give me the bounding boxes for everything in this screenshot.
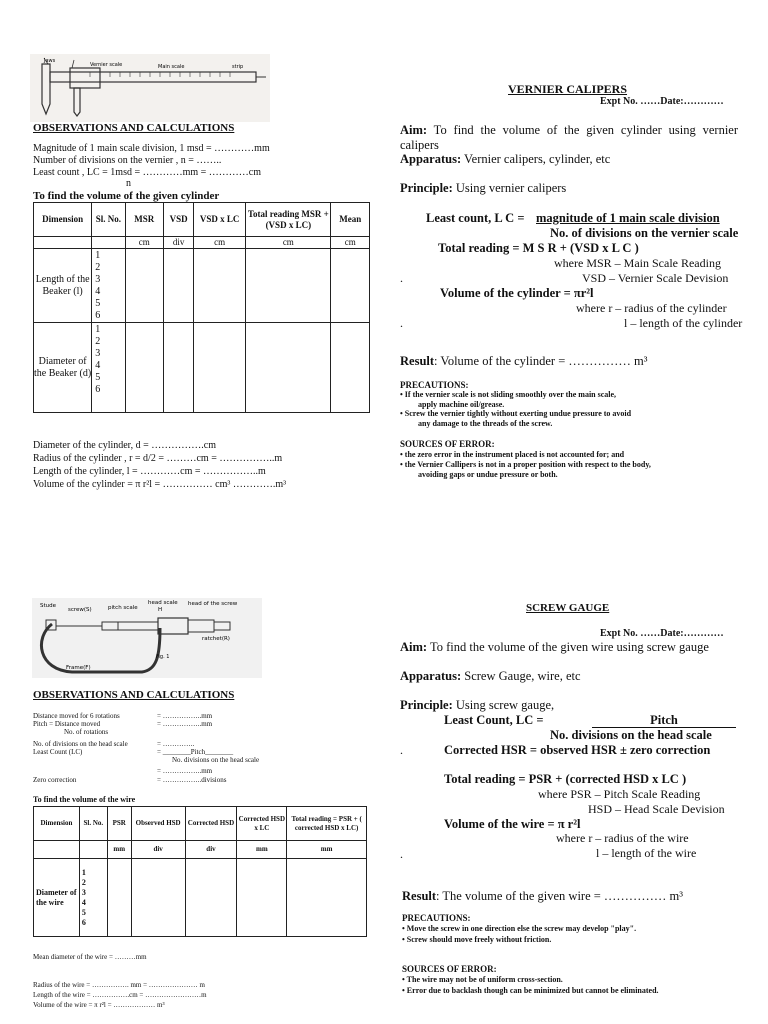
fig-label-frame: Frame(F) xyxy=(66,665,91,671)
fig-caption: Fig. 1 xyxy=(156,654,170,660)
sl-num: 2 xyxy=(95,261,101,273)
screw-obs-left-5: Least Count (LC) xyxy=(33,748,83,756)
vernier-lc-denominator: No. of divisions on the vernier scale xyxy=(550,226,739,240)
vernier-calc-3: Length of the cylinder, l = …………cm = ……………..m xyxy=(33,466,266,477)
screw-l-def: l – length of the wire xyxy=(596,846,697,860)
th-total-reading: Total reading = PSR + ( corrected HSD x LC) xyxy=(287,807,367,841)
screw-expt-date: Expt No. ……Date:………… xyxy=(600,628,724,639)
vernier-obs-line-2: Number of divisions on the vernier , n = …….. xyxy=(33,155,222,166)
th-total-reading: Total reading MSR + (VSD x LC) xyxy=(246,203,331,237)
sl-num: 2 xyxy=(81,877,86,887)
screw-obs-right-6: No. divisions on the head scale xyxy=(172,756,260,764)
table-cell xyxy=(287,859,367,937)
vernier-aim xyxy=(400,123,738,153)
vernier-source-2: • the Vernier Callipers is not in a proper position with respect to the body, xyxy=(400,460,651,469)
th-sl-no: Sl. No. xyxy=(79,807,107,841)
screw-where-psr: where PSR – Pitch Scale Reading xyxy=(538,787,701,801)
fig-label-jaws: Jaws xyxy=(44,58,56,64)
th-dimension: Dimension xyxy=(34,807,80,841)
unit-vsd-x-lc: cm xyxy=(194,237,246,249)
vernier-table-header-row xyxy=(34,203,370,237)
screw-gauge-figure xyxy=(32,598,262,678)
screw-volume-formula: Volume of the wire = π r²l xyxy=(444,817,581,831)
unit-total-reading: mm xyxy=(287,841,367,859)
screw-sources-title: SOURCES OF ERROR: xyxy=(402,964,497,974)
vernier-obs-line-4: n xyxy=(126,178,131,189)
vernier-precaution-1b: apply machine oil/grease. xyxy=(418,400,505,409)
screw-obs-left-3: No. of rotations xyxy=(64,728,109,736)
screw-lc-denominator: No. divisions on the head scale xyxy=(550,728,712,742)
row-label-diameter-wire: Diameter of the wire xyxy=(34,859,80,937)
vernier-volume-formula: Volume of the cylinder = πr²l xyxy=(440,286,594,300)
sl-num: 6 xyxy=(81,917,86,927)
table-cell xyxy=(164,249,194,323)
fig-label-pitch-scale: pitch scale xyxy=(108,605,138,611)
sl-num: 5 xyxy=(81,907,86,917)
sl-num: 1 xyxy=(81,867,86,877)
table-cell xyxy=(107,859,131,937)
sl-num: 3 xyxy=(95,273,101,285)
table-row xyxy=(34,249,370,323)
unit-psr: mm xyxy=(107,841,131,859)
vernier-caliper-figure xyxy=(30,54,270,122)
table-cell xyxy=(246,249,331,323)
th-vsd: VSD xyxy=(164,203,194,237)
fig-label-head-scale: head scale xyxy=(148,600,178,606)
fig-label-main-scale: Main scale xyxy=(158,64,185,70)
unit-observed-hsd: div xyxy=(131,841,185,859)
vernier-dot1: . xyxy=(400,271,403,285)
fig-label-screw: screw(S) xyxy=(68,607,92,613)
screw-principle-text: Using screw gauge, xyxy=(452,698,555,712)
vernier-apparatus-text: Vernier calipers, cylinder, etc xyxy=(461,152,611,166)
table-cell xyxy=(131,859,185,937)
screw-apparatus-text: Screw Gauge, wire, etc xyxy=(461,669,581,683)
screw-title: SCREW GAUGE xyxy=(526,602,610,614)
screw-table-units-row xyxy=(34,841,367,859)
vernier-title: VERNIER CALIPERS xyxy=(508,82,628,96)
screw-obs-title: OBSERVATIONS AND CALCULATIONS xyxy=(33,689,235,701)
unit-corrected-hsd-x-lc: mm xyxy=(237,841,287,859)
screw-precautions-title: PRECAUTIONS: xyxy=(402,913,471,923)
screw-source-2: • Error due to backlash though can be minimized but cannot be eliminated. xyxy=(402,986,659,995)
table-cell xyxy=(185,859,237,937)
vernier-obs-line-3: Least count , LC = 1msd = …………mm = …………cm xyxy=(33,167,262,178)
unit-vsd: div xyxy=(164,237,194,249)
vernier-l-def: l – length of the cylinder xyxy=(624,316,743,330)
screw-obs-left-4: No. of divisions on the head scale xyxy=(33,740,128,748)
table-row xyxy=(34,859,367,937)
screw-obs-left-8: Zero correction xyxy=(33,776,77,784)
screw-result-label: Result xyxy=(402,889,437,903)
screw-apparatus xyxy=(400,669,581,684)
table-row xyxy=(34,323,370,413)
row-label-diameter: Diameter of the Beaker (d) xyxy=(34,323,92,413)
sl-num: 2 xyxy=(95,336,101,347)
vernier-result-label: Result xyxy=(400,354,435,368)
unit-corrected-hsd: div xyxy=(185,841,237,859)
th-dimension: Dimension xyxy=(34,203,92,237)
vernier-calc-2: Radius of the cylinder , r = d/2 = ………cm = ……………..m xyxy=(33,453,283,464)
screw-observation-table xyxy=(33,806,367,937)
screw-obs-right-2: = ……………..mm xyxy=(157,720,213,728)
screw-aim-label: Aim: xyxy=(400,640,428,654)
fig-label-ratchet: ratchet(R) xyxy=(202,636,230,642)
screw-dot1: . xyxy=(400,743,403,757)
screw-total-reading: Total reading = PSR + (corrected HSD x LC ) xyxy=(444,772,687,786)
vernier-precaution-2b: any damage to the threads of the screw. xyxy=(418,419,553,428)
vernier-principle-label: Principle: xyxy=(400,181,453,195)
screw-aim-text: To find the volume of the given wire using screw gauge xyxy=(427,640,709,654)
vernier-dot2: . xyxy=(400,316,403,330)
sl-num: 1 xyxy=(95,249,101,261)
sl-num: 3 xyxy=(81,887,86,897)
sl-num: 4 xyxy=(81,897,86,907)
vernier-aim-label: Aim: xyxy=(400,123,428,137)
table-cell xyxy=(246,323,331,413)
table-cell xyxy=(194,249,246,323)
screw-principle xyxy=(400,698,554,713)
table-cell xyxy=(331,249,370,323)
sl-num: 5 xyxy=(95,297,101,309)
screw-obs-left-2: Pitch = Distance moved xyxy=(33,720,101,728)
screw-lc-left: Least Count, LC = xyxy=(444,713,544,727)
vernier-obs-line-1: Magnitude of 1 main scale division, 1 msd = …………mm xyxy=(33,143,270,154)
unit-dimension xyxy=(34,841,80,859)
vernier-precaution-1: • If the vernier scale is not sliding smoothly over the main scale, xyxy=(400,390,617,399)
vernier-result-text: : Volume of the cylinder = …………… m³ xyxy=(434,354,648,368)
screw-obs-right-8: = ……………..divisions xyxy=(157,776,227,784)
vernier-observation-table xyxy=(33,202,370,413)
unit-mean: cm xyxy=(331,237,370,249)
table-cell xyxy=(164,323,194,413)
screw-where-r: where r – radius of the wire xyxy=(556,831,689,845)
vernier-source-2b: avoiding gaps or undue pressure or both. xyxy=(418,470,558,479)
screw-precaution-2: • Screw should move freely without friction. xyxy=(402,935,552,944)
unit-sl-no xyxy=(92,237,125,249)
table-cell xyxy=(331,323,370,413)
unit-sl-no xyxy=(79,841,107,859)
sl-num: 4 xyxy=(95,285,101,297)
screw-obs-left-1: Distance moved for 6 rotations xyxy=(33,712,120,720)
screw-obs-right-5: = ________Pitch________ xyxy=(157,748,234,756)
screw-precaution-1: • Move the screw in one direction else the screw may develop "play". xyxy=(402,924,637,933)
screw-obs-right-7: = ……………..mm xyxy=(157,767,213,775)
vernier-apparatus xyxy=(400,152,610,167)
screw-table-title: To find the volume of the wire xyxy=(33,795,136,804)
vernier-calc-1: Diameter of the cylinder, d = …………….cm xyxy=(33,440,216,451)
sl-num: 6 xyxy=(95,309,101,321)
vernier-principle xyxy=(400,181,566,196)
fig-label-h: H xyxy=(158,607,163,613)
vernier-precautions-title: PRECAUTIONS: xyxy=(400,380,469,390)
vernier-sources-title: SOURCES OF ERROR: xyxy=(400,439,495,449)
row-sl-numbers xyxy=(79,859,107,937)
th-vsd-x-lc: VSD x LC xyxy=(194,203,246,237)
vernier-where-msr: where MSR – Main Scale Reading xyxy=(554,256,721,270)
fig-label-vernier-scale: Vernier scale xyxy=(90,62,123,68)
vernier-table-units-row xyxy=(34,237,370,249)
screw-calc-3: Length of the wire = …………….cm = ……………………m xyxy=(33,991,207,999)
unit-msr: cm xyxy=(125,237,163,249)
screw-principle-label: Principle: xyxy=(400,698,453,712)
screw-table-header-row xyxy=(34,807,367,841)
vernier-calc-4: Volume of the cylinder = π r²l = …………… cm³ ………….m³ xyxy=(33,479,287,490)
screw-calc-1: Mean diameter of the wire = ………mm xyxy=(33,953,147,961)
screw-calc-2: Radius of the wire = ……………. mm = ………………… m xyxy=(33,981,205,989)
screw-aim xyxy=(400,640,709,655)
vernier-principle-text: Using vernier calipers xyxy=(452,181,567,195)
fig-label-strip: strip xyxy=(232,64,244,70)
vernier-lc-left: Least count, L C = xyxy=(426,211,525,225)
screw-obs-right-1: = ……………..mm xyxy=(157,712,213,720)
vernier-table-title: To find the volume of the given cylinder xyxy=(33,190,220,202)
vernier-obs-title: OBSERVATIONS AND CALCULATIONS xyxy=(33,122,235,134)
sl-num: 1 xyxy=(95,324,101,335)
vernier-total-reading: Total reading = M S R + (VSD x L C ) xyxy=(438,241,639,255)
vernier-source-1: • the zero error in the instrument placed is not accounted for; and xyxy=(400,450,625,459)
fig-label-head-of-screw: head of the screw xyxy=(188,601,238,607)
screw-result xyxy=(402,889,683,904)
sl-num: 4 xyxy=(95,360,101,371)
th-corrected-hsd: Corrected HSD xyxy=(185,807,237,841)
unit-dimension xyxy=(34,237,92,249)
fig-label-stude: Stude xyxy=(40,603,57,609)
screw-result-text: : The volume of the given wire = …………… m³ xyxy=(436,889,684,903)
row-sl-numbers xyxy=(92,323,125,413)
vernier-lc-numerator: magnitude of 1 main scale division xyxy=(536,211,720,225)
sl-num: 5 xyxy=(95,372,101,383)
screw-dot2: . xyxy=(400,847,403,861)
vernier-where-r: where r – radius of the cylinder xyxy=(576,301,727,315)
unit-total-reading: cm xyxy=(246,237,331,249)
th-psr: PSR xyxy=(107,807,131,841)
screw-hsd-def: HSD – Head Scale Devision xyxy=(588,802,725,816)
screw-apparatus-label: Apparatus: xyxy=(400,669,462,683)
screw-source-1: • The wire may not be of uniform cross-section. xyxy=(402,975,563,984)
table-cell xyxy=(125,323,163,413)
th-msr: MSR xyxy=(125,203,163,237)
vernier-expt-date: Expt No. ……Date:………… xyxy=(600,96,724,107)
vernier-vsd-def: VSD – Vernier Scale Devision xyxy=(582,271,729,285)
screw-obs-right-4: = ………….. xyxy=(157,740,195,748)
table-cell xyxy=(125,249,163,323)
th-mean: Mean xyxy=(331,203,370,237)
sl-num: 6 xyxy=(95,384,101,395)
th-observed-hsd: Observed HSD xyxy=(131,807,185,841)
vernier-apparatus-label: Apparatus: xyxy=(400,152,462,166)
vernier-result xyxy=(400,354,647,369)
row-label-length: Length of the Beaker (l) xyxy=(34,249,92,323)
screw-corrected-hsr: Corrected HSR = observed HSR ± zero correction xyxy=(444,743,711,757)
th-corrected-hsd-x-lc: Corrected HSD x LC xyxy=(237,807,287,841)
sl-num: 3 xyxy=(95,348,101,359)
table-cell xyxy=(194,323,246,413)
table-cell xyxy=(237,859,287,937)
screw-calc-4: Volume of the wire = π r²l = ……………… m³ xyxy=(33,1001,165,1009)
vernier-aim-text: To find the volume of the given cylinder using vernier calipers xyxy=(400,123,738,152)
th-sl-no: Sl. No. xyxy=(92,203,125,237)
screw-lc-numerator: Pitch xyxy=(592,713,736,728)
vernier-precaution-2: • Screw the vernier tightly without exerting undue pressure to avoid xyxy=(400,409,632,418)
row-sl-numbers xyxy=(92,249,125,323)
